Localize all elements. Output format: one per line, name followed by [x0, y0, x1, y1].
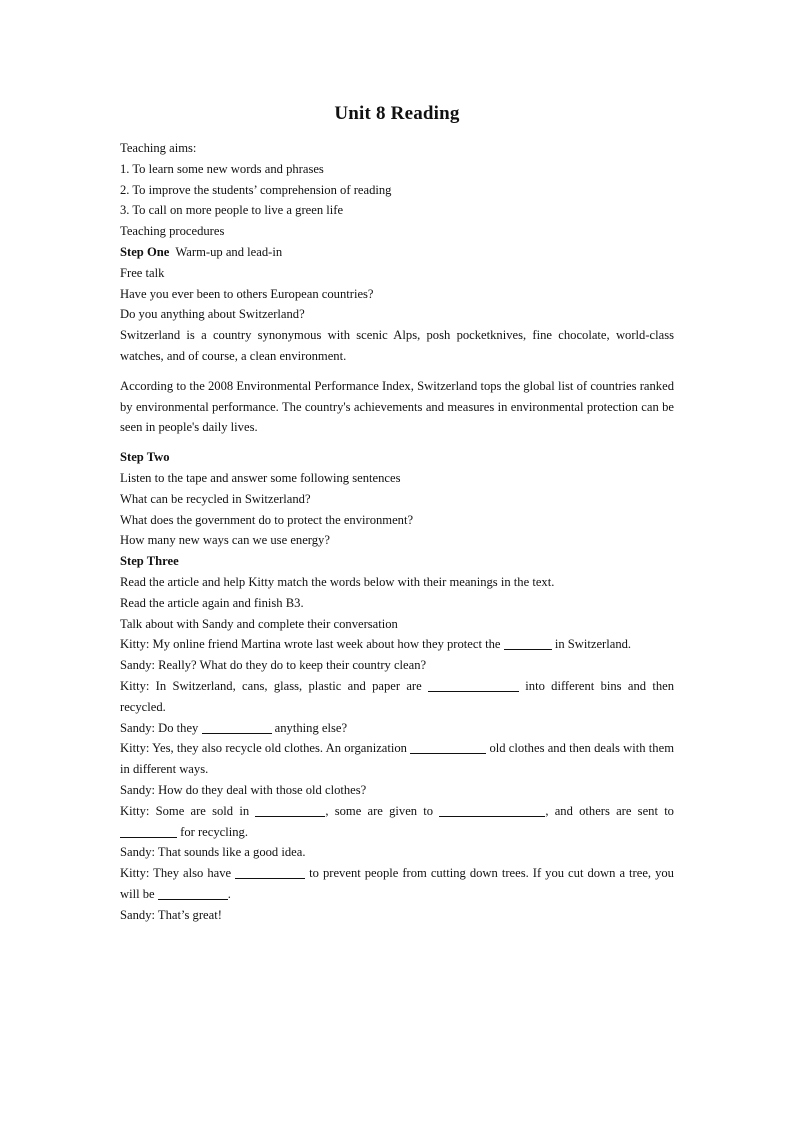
- step-three-heading: Step Three: [120, 554, 179, 569]
- step-one-line: Have you ever been to others European countries?: [120, 286, 374, 301]
- step-one-label: Step One: [120, 244, 170, 259]
- epi-paragraph: According to the 2008 Environmental Performance Index, Switzerland tops the global list of countries ranked by environmental performance. The country's achievements and measures in environmental protection can be seen in people's daily lives.: [120, 378, 674, 435]
- step-one-line: Do you anything about Switzerland?: [120, 307, 305, 322]
- step-one-heading: [120, 242, 674, 263]
- aim-item: 1. To learn some new words and phrases: [120, 161, 324, 176]
- step-three-line: Read the article again and finish B3.: [120, 595, 304, 610]
- dialogue-kitty-5: Kitty: They also have to prevent people from cutting down trees. If you cut down a tree, you will be .: [120, 866, 674, 901]
- dialogue-kitty-4: Kitty: Some are sold in , some are given to , and others are sent to for recycling.: [120, 803, 674, 839]
- answer-blank[interactable]: [439, 803, 545, 817]
- answer-blank[interactable]: [255, 803, 325, 817]
- aim-item: 2. To improve the students’ comprehension of reading: [120, 182, 392, 197]
- step-three-line: Talk about with Sandy and complete their conversation: [120, 616, 398, 631]
- dialogue-sandy-1: Sandy: Really? What do they do to keep their country clean?: [120, 658, 427, 673]
- document-title: Unit 8 Reading: [334, 103, 460, 124]
- switzerland-paragraph: Switzerland is a country synonymous with scenic Alps, posh pocketknives, fine chocolate, world-class watches, and of course, a clean environment.: [120, 328, 674, 363]
- step-two-line: How many new ways can we use energy?: [120, 533, 330, 548]
- answer-blank[interactable]: [158, 886, 228, 900]
- aims-heading: Teaching aims:: [120, 141, 197, 155]
- dialogue-sandy-2: Sandy: Do they anything else?: [120, 720, 348, 735]
- step-two-line: What can be recycled in Switzerland?: [120, 491, 311, 506]
- step-two-heading: Step Two: [120, 450, 170, 465]
- step-one-title: Warm-up and lead-in: [175, 244, 283, 259]
- dialogue-sandy-4: Sandy: That sounds like a good idea.: [120, 845, 306, 860]
- step-one-line: Free talk: [120, 265, 165, 280]
- aim-item: 3. To call on more people to live a green life: [120, 203, 344, 218]
- dialogue-kitty-2: Kitty: In Switzerland, cans, glass, plastic and paper are into different bins and then recycled.: [120, 678, 675, 714]
- answer-blank[interactable]: [235, 865, 305, 879]
- step-two-line: What does the government do to protect the environment?: [120, 512, 414, 527]
- procedures-heading: Teaching procedures: [120, 224, 225, 239]
- step-two-line: Listen to the tape and answer some following sentences: [120, 470, 401, 485]
- dialogue-kitty-3: Kitty: Yes, they also recycle old clothes. An organization old clothes and then deals with them in different ways.: [120, 741, 674, 777]
- answer-blank[interactable]: [504, 636, 552, 650]
- answer-blank[interactable]: [202, 720, 272, 734]
- document-body: [120, 138, 674, 925]
- answer-blank[interactable]: [410, 740, 486, 754]
- answer-blank[interactable]: [428, 678, 519, 692]
- dialogue-sandy-3: Sandy: How do they deal with those old clothes?: [120, 782, 367, 797]
- dialogue-kitty-1: Kitty: My online friend Martina wrote last week about how they protect the in Switzerland.: [120, 637, 632, 652]
- dialogue-sandy-5: Sandy: That’s great!: [120, 907, 222, 922]
- step-three-line: Read the article and help Kitty match the words below with their meanings in the text.: [120, 574, 555, 589]
- answer-blank[interactable]: [120, 824, 177, 838]
